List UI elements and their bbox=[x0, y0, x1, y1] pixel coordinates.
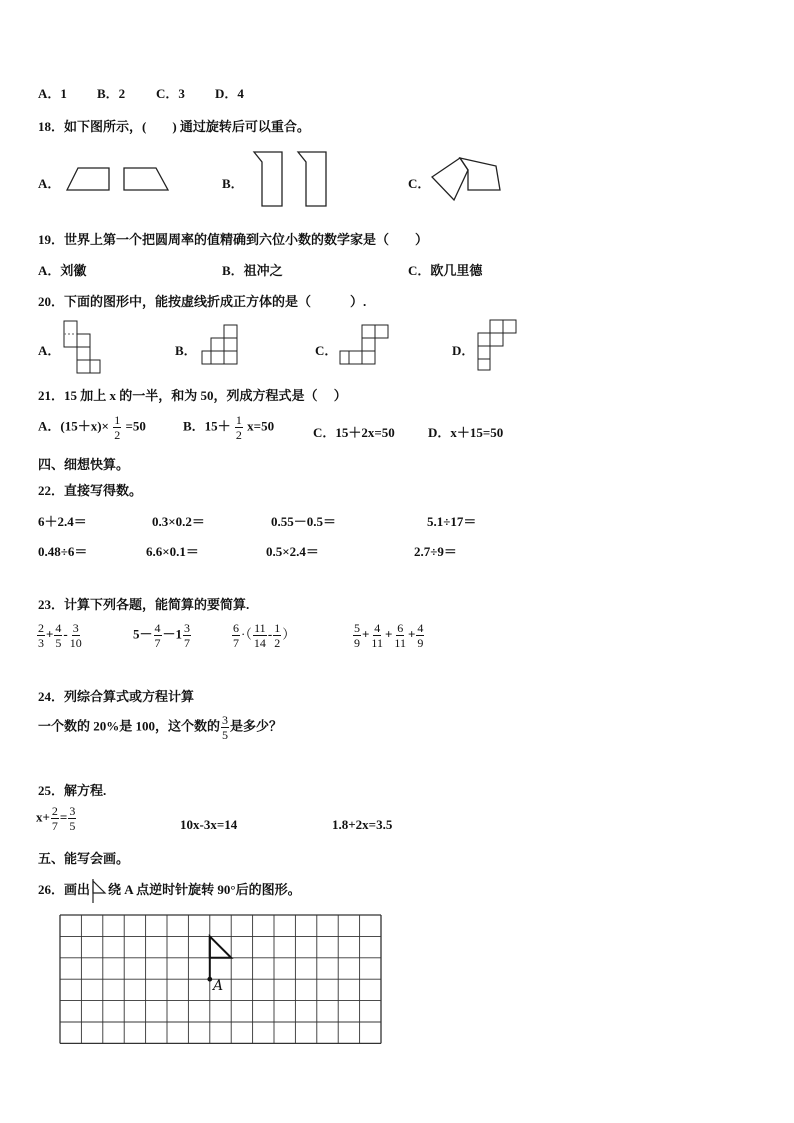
q22-item: 6＋2.4＝ bbox=[38, 514, 87, 529]
operator: - bbox=[63, 626, 68, 642]
flag-triangle bbox=[210, 936, 231, 957]
q24-body-pre: 一个数的 20%是 100，这个数的 bbox=[38, 718, 221, 734]
q20-net-c bbox=[338, 323, 390, 367]
fraction: $\frac{1}{2}$ bbox=[235, 413, 242, 442]
q23-stem: 23．计算下列各题，能简算的要简算. bbox=[38, 597, 250, 612]
q23-expression-4 bbox=[352, 622, 425, 649]
fraction: $\frac{6}{11}$ bbox=[394, 621, 406, 650]
fraction: $\frac{3}{10}$ bbox=[69, 621, 82, 650]
fraction: $\frac{4}{11}$ bbox=[371, 621, 383, 650]
q20-label-a: A． bbox=[38, 343, 61, 358]
q22-item: 0.5×2.4＝ bbox=[266, 544, 319, 559]
q26-stem bbox=[38, 879, 301, 903]
fraction: $\frac{1}{2}$ bbox=[114, 413, 121, 442]
section-4-title: 四、细想快算。 bbox=[38, 457, 130, 472]
fraction: $\frac{4}{5}$ bbox=[55, 621, 62, 650]
q25-equation-2: 10x-3x=14 bbox=[180, 817, 238, 832]
q17-option-c: C．3 bbox=[156, 86, 185, 101]
q21-stem: 21．15 加上 x 的一半，和为 50，列成方程式是（ ） bbox=[38, 388, 347, 403]
fraction: $\frac{3}{7}$ bbox=[184, 621, 191, 650]
q24-body-post: 是多少？ bbox=[230, 718, 283, 734]
q20-label-b: B． bbox=[175, 343, 197, 358]
q24-body bbox=[38, 714, 282, 741]
q18-figure-b bbox=[248, 150, 333, 210]
q23-expression-1 bbox=[36, 622, 84, 649]
q20-net-a bbox=[62, 320, 102, 374]
fraction: $\frac{3}{5}$ bbox=[222, 713, 229, 742]
q19-stem: 19．世界上第一个把圆周率的值精确到六位小数的数学家是（ ） bbox=[38, 232, 429, 247]
operator: －1 bbox=[162, 626, 183, 642]
operator: - bbox=[267, 626, 273, 642]
operator: = bbox=[59, 809, 68, 825]
q26-stem-post: 绕 A 点逆时针旋转 90°后的图形。 bbox=[108, 882, 301, 897]
q22-item: 0.55－0.5＝ bbox=[271, 514, 337, 529]
operator: ） bbox=[282, 626, 296, 642]
q24-stem: 24．列综合算式或方程计算 bbox=[38, 689, 195, 704]
fraction: $\frac{11}{14}$ bbox=[253, 621, 266, 650]
section-5-title: 五、能写会画。 bbox=[38, 851, 130, 866]
q18-stem: 18．如下图所示，( ) 通过旋转后可以重合。 bbox=[38, 119, 310, 134]
q20-net-d bbox=[476, 318, 518, 372]
fraction: $\frac{3}{5}$ bbox=[69, 804, 76, 833]
flag-shape-icon bbox=[91, 879, 107, 903]
q23-expression-2 bbox=[133, 622, 192, 649]
q21-option-a-post: =50 bbox=[125, 418, 146, 434]
q21-option-c: C．15＋2x=50 bbox=[313, 425, 395, 440]
q19-option-a: A．刘徽 bbox=[38, 263, 87, 278]
point-a-label: A bbox=[213, 978, 224, 994]
q21-option-b-post: x=50 bbox=[247, 418, 275, 434]
q25-equation-3: 1.8+2x=3.5 bbox=[332, 817, 393, 832]
q18-label-b: B． bbox=[222, 176, 244, 191]
q21-option-a-pre: A．(15＋x)× bbox=[38, 418, 109, 434]
q20-stem: 20．下面的图形中，能按虚线折成正方体的是（ ）. bbox=[38, 294, 367, 309]
q22-item: 2.7÷9＝ bbox=[414, 544, 457, 559]
q17-option-d: D．4 bbox=[215, 86, 244, 101]
fraction: $\frac{4}{7}$ bbox=[154, 621, 161, 650]
fraction: $\frac{1}{2}$ bbox=[274, 621, 281, 650]
operator: + bbox=[384, 626, 393, 642]
q19-option-b: B．祖冲之 bbox=[222, 263, 283, 278]
q18-label-c: C． bbox=[408, 176, 431, 191]
point-a bbox=[207, 977, 212, 982]
q22-item: 0.3×0.2＝ bbox=[152, 514, 205, 529]
q18-label-a: A． bbox=[38, 176, 61, 191]
fraction: $\frac{4}{9}$ bbox=[417, 621, 424, 650]
q19-option-c: C．欧几里德 bbox=[408, 263, 483, 278]
q26-stem-pre: 26．画出 bbox=[38, 882, 91, 897]
q21-option-b bbox=[183, 414, 274, 441]
operator: ·（ bbox=[241, 626, 252, 642]
q20-label-c: C． bbox=[315, 343, 338, 358]
q18-figure-a bbox=[64, 165, 172, 193]
q22-item: 5.1÷17＝ bbox=[427, 514, 477, 529]
q21-option-b-pre: B．15＋ bbox=[183, 418, 231, 434]
operator: + bbox=[362, 626, 370, 642]
fraction: $\frac{6}{7}$ bbox=[233, 621, 239, 650]
q21-option-d: D．x＋15=50 bbox=[428, 425, 504, 440]
operator: + bbox=[46, 626, 54, 642]
q22-item: 0.48÷6＝ bbox=[38, 544, 88, 559]
fraction: $\frac{2}{3}$ bbox=[38, 621, 44, 650]
rotation-grid bbox=[59, 914, 383, 1044]
q20-net-b bbox=[200, 323, 240, 367]
fraction: $\frac{5}{9}$ bbox=[354, 621, 360, 650]
q17-option-b: B．2 bbox=[97, 86, 126, 101]
operand: 5－ bbox=[133, 626, 153, 642]
operand: x+ bbox=[36, 809, 50, 825]
q20-label-d: D． bbox=[452, 343, 475, 358]
q21-option-a bbox=[38, 414, 146, 441]
q22-item: 6.6×0.1＝ bbox=[146, 544, 199, 559]
q17-option-a: A．1 bbox=[38, 86, 67, 101]
q25-stem: 25．解方程. bbox=[38, 783, 107, 798]
q22-stem: 22．直接写得数。 bbox=[38, 483, 143, 498]
q25-equation-1 bbox=[36, 805, 77, 832]
q18-figure-c bbox=[430, 152, 505, 202]
operator: + bbox=[407, 626, 416, 642]
q23-expression-3 bbox=[231, 622, 295, 649]
fraction: $\frac{2}{7}$ bbox=[51, 804, 58, 833]
